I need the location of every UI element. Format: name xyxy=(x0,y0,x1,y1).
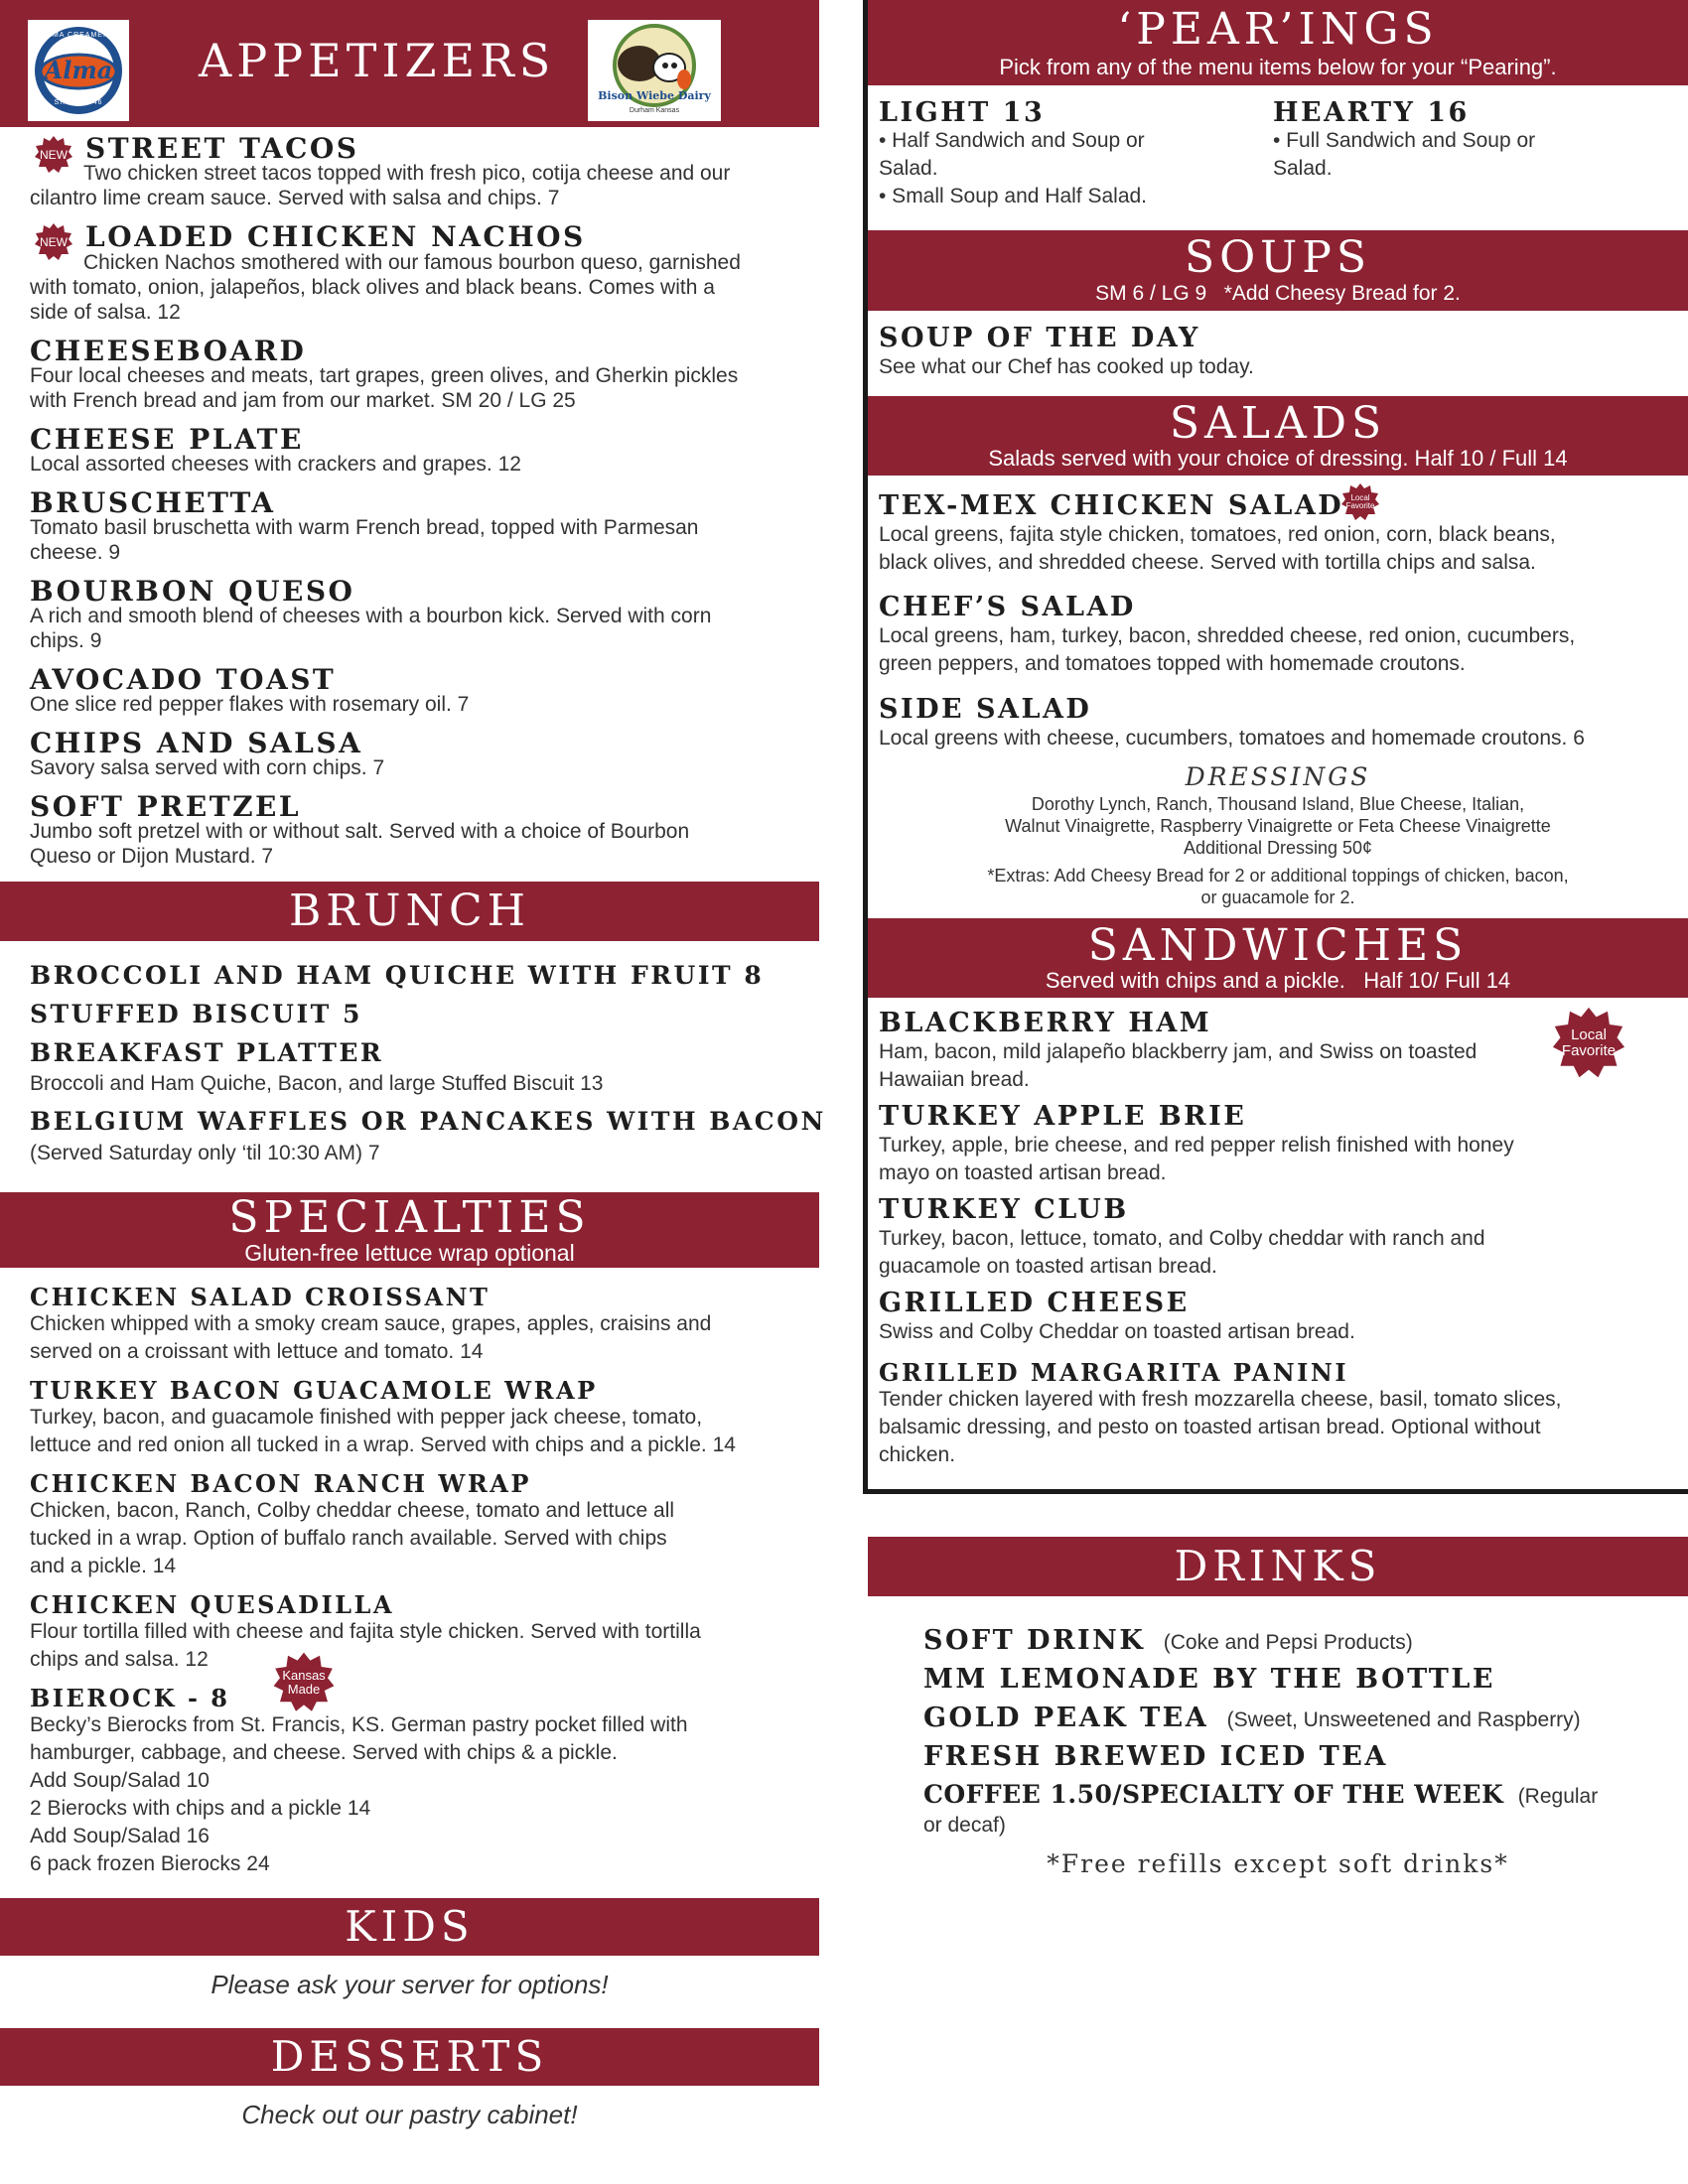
item-title-tex-mex-salad: TEX-MEX CHICKEN SALAD xyxy=(879,490,1344,521)
kids-heading: KIDS xyxy=(345,1902,475,1951)
item-title-stuffed-biscuit: STUFFED BISCUIT 5 xyxy=(30,1000,362,1028)
item-title-chicken-bacon-ranch-wrap: CHICKEN BACON RANCH WRAP xyxy=(30,1469,531,1498)
item-desc-turkey-club: guacamole on toasted artisan bread. xyxy=(879,1255,1217,1278)
alma-logo-arc-text: ALMA CREAMERY xyxy=(42,32,115,39)
item-title-chicken-quesadilla: CHICKEN QUESADILLA xyxy=(30,1590,395,1619)
brunch-heading: BRUNCH xyxy=(288,886,531,936)
new-badge-street-tacos xyxy=(34,135,73,175)
item-desc-avocado-toast: One slice red pepper flakes with rosemary oil. 7 xyxy=(30,693,470,716)
drink-row xyxy=(923,1664,1495,1695)
salads-heading: SALADS xyxy=(1169,398,1387,449)
item-title-chicken-salad-croissant: CHICKEN SALAD CROISSANT xyxy=(30,1283,491,1311)
drinks-footer: *Free refills except soft drinks* xyxy=(1047,1849,1509,1878)
item-desc-soup-of-day: See what our Chef has cooked up today. xyxy=(879,355,1254,378)
drink-row xyxy=(923,1741,1388,1772)
drink-note: or decaf) xyxy=(923,1814,1006,1837)
item-desc-bierock: Add Soup/Salad 16 xyxy=(30,1825,210,1847)
item-desc-bruschetta: Tomato basil bruschetta with warm French bread, topped with Parmesan xyxy=(30,516,699,539)
item-desc-turkey-club: Turkey, bacon, lettuce, tomato, and Colby cheddar with ranch and xyxy=(879,1227,1485,1250)
local-favorite-badge xyxy=(1340,482,1380,522)
item-desc-cheeseboard: with French bread and jam from our market. SM 20 / LG 25 xyxy=(30,389,576,412)
pearings-heading: ‘PEAR’INGS xyxy=(1117,4,1439,55)
new-badge-loaded-nachos xyxy=(34,222,73,262)
item-title-turkey-bacon-wrap: TURKEY BACON GUACAMOLE WRAP xyxy=(30,1376,598,1405)
item-desc-chicken-salad-croissant: Chicken whipped with a smoky cream sauce, grapes, apples, craisins and xyxy=(30,1312,712,1335)
kids-header xyxy=(0,1898,819,1956)
item-desc-chicken-bacon-ranch-wrap: Chicken, bacon, Ranch, Colby cheddar cheese, tomato and lettuce all xyxy=(30,1499,675,1522)
drink-note: (Sweet, Unsweetened and Raspberry) xyxy=(1226,1708,1581,1731)
item-desc-loaded-nachos: side of salsa. 12 xyxy=(30,301,181,324)
item-desc-soft-pretzel: Jumbo soft pretzel with or without salt. Served with a choice of Bourbon xyxy=(30,820,690,843)
drink-title: MM LEMONADE BY THE BOTTLE xyxy=(923,1664,1495,1695)
item-desc-belgium-waffles: (Served Saturday only ‘til 10:30 AM) 7 xyxy=(30,1142,380,1164)
hearty-pearing-line: Salad. xyxy=(1273,157,1333,180)
item-desc-blackberry-ham: Hawaiian bread. xyxy=(879,1068,1030,1091)
dressings-heading: DRESSINGS xyxy=(1185,762,1371,791)
item-desc-grilled-cheese: Swiss and Colby Cheddar on toasted artisan bread. xyxy=(879,1320,1355,1343)
item-desc-margarita-panini: balsamic dressing, and pesto on toasted artisan bread. Optional without xyxy=(879,1416,1541,1438)
item-desc-chefs-salad: green peppers, and tomatoes topped with homemade croutons. xyxy=(879,652,1466,675)
item-title-side-salad: SIDE SALAD xyxy=(879,694,1092,725)
item-title-quiche: BROCCOLI AND HAM QUICHE WITH FRUIT 8 xyxy=(30,961,765,990)
salads-header xyxy=(868,396,1688,476)
alma-logo-name: Alma xyxy=(44,56,113,84)
bison-wiebe-logo-place: Durham Kansas xyxy=(629,107,680,114)
item-desc-chicken-bacon-ranch-wrap: tucked in a wrap. Option of buffalo ranch available. Served with chips xyxy=(30,1527,667,1550)
drinks-header xyxy=(868,1537,1688,1596)
sandwiches-header xyxy=(868,918,1688,998)
item-desc-loaded-nachos: with tomato, onion, jalapeños, black olives and black beans. Comes with a xyxy=(30,276,715,299)
item-desc-chicken-bacon-ranch-wrap: and a pickle. 14 xyxy=(30,1555,177,1577)
item-desc-bierock: 6 pack frozen Bierocks 24 xyxy=(30,1852,270,1875)
soups-heading: SOUPS xyxy=(1184,232,1372,283)
specialties-subheading: Gluten-free lettuce wrap optional xyxy=(244,1240,575,1266)
drink-title: FRESH BREWED ICED TEA xyxy=(923,1741,1388,1772)
item-desc-breakfast-platter: Broccoli and Ham Quiche, Bacon, and large Stuffed Biscuit 13 xyxy=(30,1072,604,1095)
drink-row xyxy=(923,1625,1413,1656)
item-title-chips-salsa: CHIPS AND SALSA xyxy=(30,727,363,759)
item-desc-chicken-quesadilla: chips and salsa. 12 xyxy=(30,1648,209,1671)
item-desc-chicken-salad-croissant: served on a croissant with lettuce and tomato. 14 xyxy=(30,1340,484,1363)
item-desc-turkey-apple-brie: mayo on toasted artisan bread. xyxy=(879,1161,1167,1184)
item-title-blackberry-ham: BLACKBERRY HAM xyxy=(879,1008,1212,1038)
local-favorite-badge-label: Local Favorite xyxy=(1345,492,1375,510)
alma-logo-since: SINCE 1946 xyxy=(54,99,103,106)
item-desc-turkey-bacon-wrap: lettuce and red onion all tucked in a wrap. Served with chips and a pickle. 14 xyxy=(30,1433,736,1456)
item-title-margarita-panini: GRILLED MARGARITA PANINI xyxy=(879,1358,1349,1387)
item-desc-chefs-salad: Local greens, ham, turkey, bacon, shredded cheese, red onion, cucumbers, xyxy=(879,624,1576,647)
item-title-bierock: BIEROCK - 8 xyxy=(30,1684,230,1712)
drink-note: (Coke and Pepsi Products) xyxy=(1163,1631,1413,1654)
new-badge-label: NEW xyxy=(40,234,68,249)
sandwiches-subheading: Served with chips and a pickle. Half 10/ Full 14 xyxy=(1045,968,1511,993)
drink-row xyxy=(923,1703,1581,1733)
item-title-loaded-nachos: LOADED CHICKEN NACHOS xyxy=(85,220,586,253)
sandwiches-heading: SANDWICHES xyxy=(1087,920,1469,971)
salads-subheading: Salads served with your choice of dressing. Half 10 / Full 14 xyxy=(988,446,1568,471)
item-desc-bourbon-queso: A rich and smooth blend of cheeses with a bourbon kick. Served with corn xyxy=(30,605,712,627)
desserts-note: Check out our pastry cabinet! xyxy=(241,2100,578,2129)
item-title-cheese-plate: CHEESE PLATE xyxy=(30,423,304,456)
item-title-belgium-waffles: BELGIUM WAFFLES OR PANCAKES WITH BACON xyxy=(30,1107,826,1136)
hearty-pearing-title: HEARTY 16 xyxy=(1273,97,1470,128)
item-title-bourbon-queso: BOURBON QUESO xyxy=(30,575,355,608)
specialties-header xyxy=(0,1192,819,1268)
item-desc-margarita-panini: Tender chicken layered with fresh mozzarella cheese, basil, tomato slices, xyxy=(879,1388,1562,1411)
desserts-heading: DESSERTS xyxy=(270,2032,549,2081)
light-pearing-line: • Half Sandwich and Soup or xyxy=(879,129,1145,152)
drink-row xyxy=(923,1780,1598,1809)
item-desc-bourbon-queso: chips. 9 xyxy=(30,629,102,652)
dressings-line: Walnut Vinaigrette, Raspberry Vinaigrette or Feta Cheese Vinaigrette xyxy=(1005,816,1551,836)
kansas-made-badge xyxy=(272,1651,336,1714)
item-desc-chips-salsa: Savory salsa served with corn chips. 7 xyxy=(30,756,385,779)
kids-note: Please ask your server for options! xyxy=(211,1970,609,1999)
soups-header xyxy=(868,230,1688,311)
bison-wiebe-logo xyxy=(588,20,721,121)
new-badge-label: NEW xyxy=(40,147,68,162)
drink-note: (Regular xyxy=(1517,1785,1599,1808)
item-title-cheeseboard: CHEESEBOARD xyxy=(30,335,307,367)
item-desc-cheeseboard: Four local cheeses and meats, tart grapes, green olives, and Gherkin pickles xyxy=(30,364,739,387)
drink-title: COFFEE 1.50/SPECIALTY OF THE WEEK xyxy=(923,1780,1504,1809)
item-title-turkey-club: TURKEY CLUB xyxy=(879,1194,1129,1225)
local-favorite-badge xyxy=(1551,1006,1626,1081)
hearty-pearing-line: • Full Sandwich and Soup or xyxy=(1273,129,1536,152)
extras-line: *Extras: Add Cheesy Bread for 2 or additional toppings of chicken, bacon, xyxy=(987,866,1569,886)
item-desc-chicken-quesadilla: Flour tortilla filled with cheese and fajita style chicken. Served with tortilla xyxy=(30,1620,701,1643)
item-desc-margarita-panini: chicken. xyxy=(879,1443,956,1466)
specialties-heading: SPECIALTIES xyxy=(228,1192,591,1243)
extras-line: or guacamole for 2. xyxy=(1200,887,1355,907)
item-title-avocado-toast: AVOCADO TOAST xyxy=(30,663,337,696)
item-title-soup-of-day: SOUP OF THE DAY xyxy=(879,323,1200,353)
item-desc-blackberry-ham: Ham, bacon, mild jalapeño blackberry jam, and Swiss on toasted xyxy=(879,1040,1477,1063)
item-desc-soft-pretzel: Queso or Dijon Mustard. 7 xyxy=(30,845,274,868)
item-desc-tex-mex-salad: Local greens, fajita style chicken, tomatoes, red onion, corn, black beans, xyxy=(879,523,1556,546)
item-title-chefs-salad: CHEF’S SALAD xyxy=(879,592,1136,622)
appetizers-heading: APPETIZERS xyxy=(199,34,556,87)
item-desc-side-salad: Local greens with cheese, cucumbers, tomatoes and homemade croutons. 6 xyxy=(879,727,1585,750)
item-desc-turkey-bacon-wrap: Turkey, bacon, and guacamole finished with pepper jack cheese, tomato, xyxy=(30,1406,703,1429)
pearings-subheading: Pick from any of the menu items below for your “Pearing”. xyxy=(999,55,1557,79)
kansas-made-badge-label: Kansas Made xyxy=(282,1668,326,1697)
item-title-turkey-apple-brie: TURKEY APPLE BRIE xyxy=(879,1101,1247,1132)
desserts-header xyxy=(0,2028,819,2086)
item-desc-bierock: Add Soup/Salad 10 xyxy=(30,1769,210,1792)
dressings-line: Additional Dressing 50¢ xyxy=(1183,838,1373,858)
item-desc-loaded-nachos: Chicken Nachos smothered with our famous bourbon queso, garnished xyxy=(83,251,741,274)
bison-wiebe-logo-name: Bison Wiebe Dairy xyxy=(598,89,711,102)
alma-logo xyxy=(28,20,129,121)
item-title-breakfast-platter: BREAKFAST PLATTER xyxy=(30,1038,384,1067)
item-title-grilled-cheese: GRILLED CHEESE xyxy=(879,1288,1190,1318)
item-desc-bierock: Becky’s Bierocks from St. Francis, KS. German pastry pocket filled with xyxy=(30,1713,688,1736)
item-title-soft-pretzel: SOFT PRETZEL xyxy=(30,790,302,823)
item-desc-tex-mex-salad: black olives, and shredded cheese. Served with tortilla chips and salsa. xyxy=(879,551,1536,574)
item-desc-turkey-apple-brie: Turkey, apple, brie cheese, and red pepper relish finished with honey xyxy=(879,1134,1514,1157)
light-pearing-line: Salad. xyxy=(879,157,938,180)
light-pearing-line: • Small Soup and Half Salad. xyxy=(879,185,1148,207)
brunch-header xyxy=(0,882,819,941)
item-desc-bierock: hamburger, cabbage, and cheese. Served with chips & a pickle. xyxy=(30,1741,618,1764)
item-title-street-tacos: STREET TACOS xyxy=(85,132,359,165)
item-title-bruschetta: BRUSCHETTA xyxy=(30,486,276,519)
light-pearing-title: LIGHT 13 xyxy=(879,97,1046,128)
pearings-header xyxy=(868,0,1688,85)
item-desc-bierock: 2 Bierocks with chips and a pickle 14 xyxy=(30,1797,371,1820)
drink-title: SOFT DRINK xyxy=(923,1625,1146,1656)
item-desc-street-tacos: Two chicken street tacos topped with fresh pico, cotija cheese and our xyxy=(83,162,731,185)
item-desc-street-tacos: cilantro lime cream sauce. Served with salsa and chips. 7 xyxy=(30,187,560,209)
drink-title: GOLD PEAK TEA xyxy=(923,1703,1209,1733)
local-favorite-badge-label: Local Favorite xyxy=(1561,1026,1617,1059)
soups-subheading: SM 6 / LG 9 *Add Cheesy Bread for 2. xyxy=(1095,282,1461,305)
item-desc-bruschetta: cheese. 9 xyxy=(30,541,121,564)
item-desc-cheese-plate: Local assorted cheeses with crackers and grapes. 12 xyxy=(30,453,521,476)
drinks-heading: DRINKS xyxy=(1174,1542,1382,1590)
dressings-line: Dorothy Lynch, Ranch, Thousand Island, Blue Cheese, Italian, xyxy=(1031,794,1525,814)
